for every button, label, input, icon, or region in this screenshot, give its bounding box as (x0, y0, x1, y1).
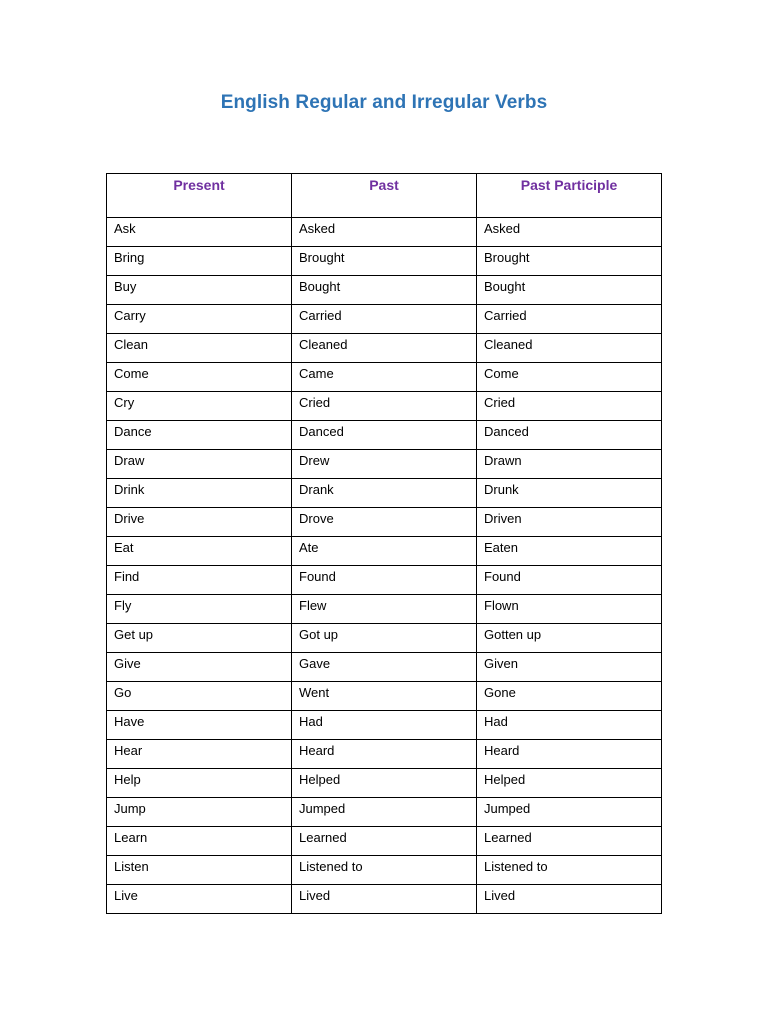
page-title: English Regular and Irregular Verbs (220, 92, 548, 113)
table-row (107, 653, 662, 682)
table-row (107, 537, 662, 566)
past-cell: Asked (292, 218, 477, 247)
table-row (107, 595, 662, 624)
present-cell: Eat (107, 537, 292, 566)
present-cell: Learn (107, 827, 292, 856)
past-cell: Went (292, 682, 477, 711)
present-cell: Draw (107, 450, 292, 479)
past-participle-cell: Heard (477, 740, 662, 769)
past-participle-cell: Jumped (477, 798, 662, 827)
table-row (107, 218, 662, 247)
past-cell: Gave (292, 653, 477, 682)
column-header-past: Past (292, 174, 477, 218)
past-participle-cell: Drunk (477, 479, 662, 508)
table-row (107, 508, 662, 537)
past-cell: Flew (292, 595, 477, 624)
present-cell: Have (107, 711, 292, 740)
past-cell: Lived (292, 885, 477, 914)
past-participle-cell: Come (477, 363, 662, 392)
past-participle-cell: Found (477, 566, 662, 595)
present-cell: Ask (107, 218, 292, 247)
column-header-present: Present (107, 174, 292, 218)
present-cell: Drink (107, 479, 292, 508)
past-cell: Drank (292, 479, 477, 508)
verb-table (106, 173, 662, 914)
present-cell: Listen (107, 856, 292, 885)
table-row (107, 624, 662, 653)
table-row (107, 798, 662, 827)
present-cell: Fly (107, 595, 292, 624)
past-participle-cell: Carried (477, 305, 662, 334)
present-cell: Buy (107, 276, 292, 305)
table-header (107, 174, 662, 218)
past-participle-cell: Lived (477, 885, 662, 914)
past-participle-cell: Had (477, 711, 662, 740)
past-participle-cell: Drawn (477, 450, 662, 479)
past-participle-cell: Flown (477, 595, 662, 624)
past-participle-cell: Gone (477, 682, 662, 711)
table-row (107, 682, 662, 711)
table-row (107, 392, 662, 421)
past-cell: Learned (292, 827, 477, 856)
present-cell: Find (107, 566, 292, 595)
past-participle-cell: Asked (477, 218, 662, 247)
present-cell: Live (107, 885, 292, 914)
table-row (107, 827, 662, 856)
table-row (107, 769, 662, 798)
present-cell: Carry (107, 305, 292, 334)
present-cell: Dance (107, 421, 292, 450)
past-cell: Drove (292, 508, 477, 537)
past-participle-cell: Cried (477, 392, 662, 421)
table-row (107, 885, 662, 914)
table-row (107, 334, 662, 363)
past-participle-cell: Danced (477, 421, 662, 450)
table-row (107, 276, 662, 305)
past-participle-cell: Brought (477, 247, 662, 276)
past-participle-cell: Given (477, 653, 662, 682)
table-row (107, 450, 662, 479)
past-cell: Listened to (292, 856, 477, 885)
column-header-past-participle: Past Participle (477, 174, 662, 218)
past-cell: Carried (292, 305, 477, 334)
present-cell: Help (107, 769, 292, 798)
past-participle-cell: Driven (477, 508, 662, 537)
table-body (107, 218, 662, 914)
past-cell: Drew (292, 450, 477, 479)
past-participle-cell: Listened to (477, 856, 662, 885)
table-row (107, 566, 662, 595)
past-cell: Had (292, 711, 477, 740)
present-cell: Go (107, 682, 292, 711)
table-row (107, 421, 662, 450)
past-cell: Found (292, 566, 477, 595)
present-cell: Get up (107, 624, 292, 653)
past-participle-cell: Helped (477, 769, 662, 798)
past-participle-cell: Learned (477, 827, 662, 856)
past-cell: Came (292, 363, 477, 392)
table-row (107, 305, 662, 334)
past-cell: Ate (292, 537, 477, 566)
table-row (107, 740, 662, 769)
past-participle-cell: Bought (477, 276, 662, 305)
past-cell: Danced (292, 421, 477, 450)
table-row (107, 363, 662, 392)
past-cell: Cried (292, 392, 477, 421)
present-cell: Clean (107, 334, 292, 363)
table-row (107, 479, 662, 508)
present-cell: Give (107, 653, 292, 682)
past-cell: Helped (292, 769, 477, 798)
present-cell: Drive (107, 508, 292, 537)
past-cell: Brought (292, 247, 477, 276)
past-cell: Got up (292, 624, 477, 653)
present-cell: Bring (107, 247, 292, 276)
past-cell: Cleaned (292, 334, 477, 363)
past-cell: Jumped (292, 798, 477, 827)
table-row (107, 711, 662, 740)
past-participle-cell: Cleaned (477, 334, 662, 363)
present-cell: Cry (107, 392, 292, 421)
present-cell: Hear (107, 740, 292, 769)
past-participle-cell: Eaten (477, 537, 662, 566)
past-cell: Bought (292, 276, 477, 305)
past-participle-cell: Gotten up (477, 624, 662, 653)
table-row (107, 856, 662, 885)
header-row (107, 174, 662, 218)
present-cell: Jump (107, 798, 292, 827)
table-row (107, 247, 662, 276)
past-cell: Heard (292, 740, 477, 769)
present-cell: Come (107, 363, 292, 392)
